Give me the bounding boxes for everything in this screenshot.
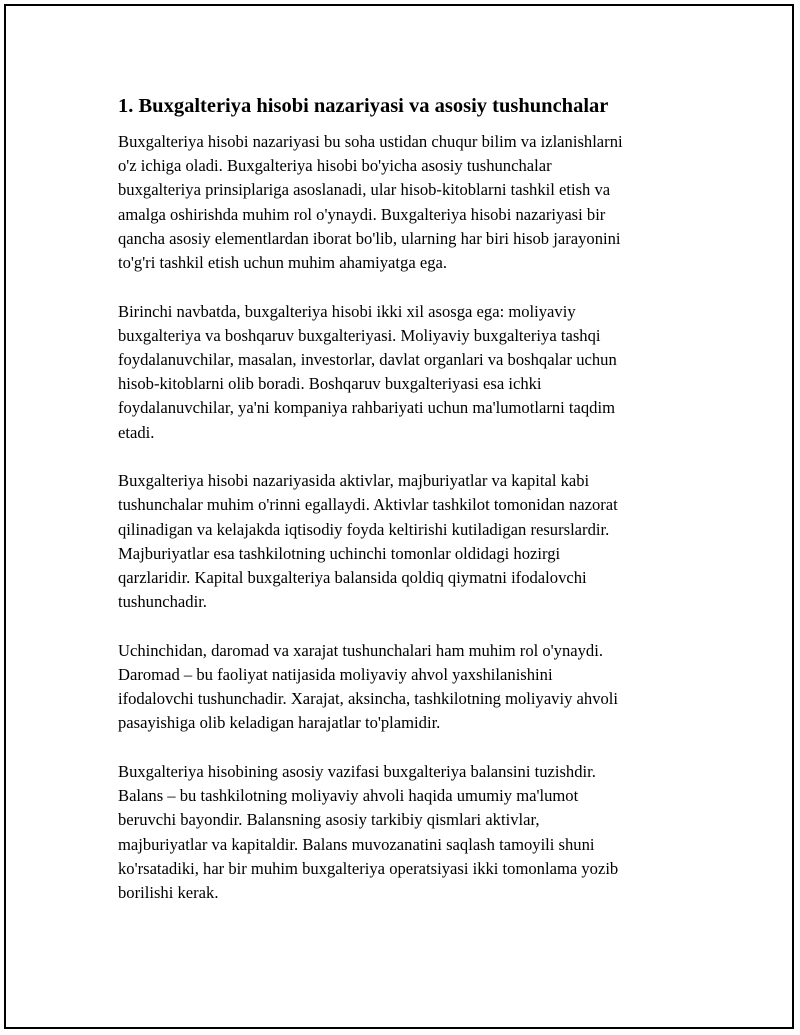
text-line: pasayishiga olib keladigan harajatlar to'plamidir. bbox=[118, 713, 441, 733]
text-line: buxgalteriya va boshqaruv buxgalteriyasi. Moliyaviy buxgalteriya tashqi bbox=[118, 325, 601, 345]
text-line: foydalanuvchilar, masalan, investorlar, davlat organlari va boshqalar uchun bbox=[118, 350, 617, 370]
paragraph bbox=[118, 469, 688, 614]
paragraph bbox=[118, 639, 688, 736]
text-line: tushunchadir. bbox=[118, 592, 207, 612]
text-line: Buxgalteriya hisobining asosiy vazifasi buxgalteriya balansini tuzishdir. bbox=[118, 762, 596, 782]
text-line: hisob-kitoblarni olib boradi. Boshqaruv buxgalteriyasi esa ichki bbox=[118, 374, 542, 394]
paragraph bbox=[118, 760, 688, 905]
text-line: borilishi kerak. bbox=[118, 883, 219, 903]
text-line: majburiyatlar va kapitaldir. Balans muvozanatini saqlash tamoyili shuni bbox=[118, 834, 595, 854]
text-line: ifodalovchi tushunchadir. Xarajat, aksincha, tashkilotning moliyaviy ahvoli bbox=[118, 689, 619, 709]
text-line: ko'rsatadiki, har bir muhim buxgalteriya operatsiyasi ikki tomonlama yozib bbox=[118, 858, 619, 878]
document-body bbox=[118, 92, 688, 930]
text-line: Daromad – bu faoliyat natijasida moliyaviy ahvol yaxshilanishini bbox=[118, 665, 553, 685]
text-line: qilinadigan va kelajakda iqtisodiy foyda keltirishi kutiladigan resurslardir. bbox=[118, 519, 610, 539]
text-line: Uchinchidan, daromad va xarajat tushunchalari ham muhim rol o'ynaydi. bbox=[118, 640, 603, 660]
text-line: to'g'ri tashkil etish uchun muhim ahamiyatga ega. bbox=[118, 253, 448, 273]
text-line: qarzlaridir. Kapital buxgalteriya balansida qoldiq qiymatni ifodalovchi bbox=[118, 568, 587, 588]
text-line: etadi. bbox=[118, 422, 155, 442]
text-line: Majburiyatlar esa tashkilotning uchinchi tomonlar oldidagi hozirgi bbox=[118, 543, 561, 563]
paragraph bbox=[118, 130, 688, 275]
text-line: tushunchalar muhim o'rinni egallaydi. Aktivlar tashkilot tomonidan nazorat bbox=[118, 495, 618, 515]
text-line: beruvchi bayondir. Balansning asosiy tarkibiy qismlari aktivlar, bbox=[118, 810, 540, 830]
paragraph bbox=[118, 300, 688, 445]
text-line: qancha asosiy elementlardan iborat bo'lib, ularning har biri hisob jarayonini bbox=[118, 228, 621, 248]
section-heading: 1. Buxgalteriya hisobi nazariyasi va asosiy tushunchalar bbox=[118, 95, 609, 117]
text-line: Buxgalteriya hisobi nazariyasida aktivlar, majburiyatlar va kapital kabi bbox=[118, 471, 590, 491]
text-line: foydalanuvchilar, ya'ni kompaniya rahbariyati uchun ma'lumotlarni taqdim bbox=[118, 398, 615, 418]
text-line: Birinchi navbatda, buxgalteriya hisobi ikki xil asosga ega: moliyaviy bbox=[118, 301, 576, 321]
text-line: buxgalteriya prinsiplariga asoslanadi, ular hisob-kitoblarni tashkil etish va bbox=[118, 180, 611, 200]
text-line: amalga oshirishda muhim rol o'ynaydi. Buxgalteriya hisobi nazariyasi bir bbox=[118, 204, 606, 224]
text-line: o'z ichiga oladi. Buxgalteriya hisobi bo'yicha asosiy tushunchalar bbox=[118, 156, 552, 176]
text-line: Buxgalteriya hisobi nazariyasi bu soha ustidan chuqur bilim va izlanishlarni bbox=[118, 132, 623, 151]
text-line: Balans – bu tashkilotning moliyaviy ahvoli haqida umumiy ma'lumot bbox=[118, 786, 579, 806]
